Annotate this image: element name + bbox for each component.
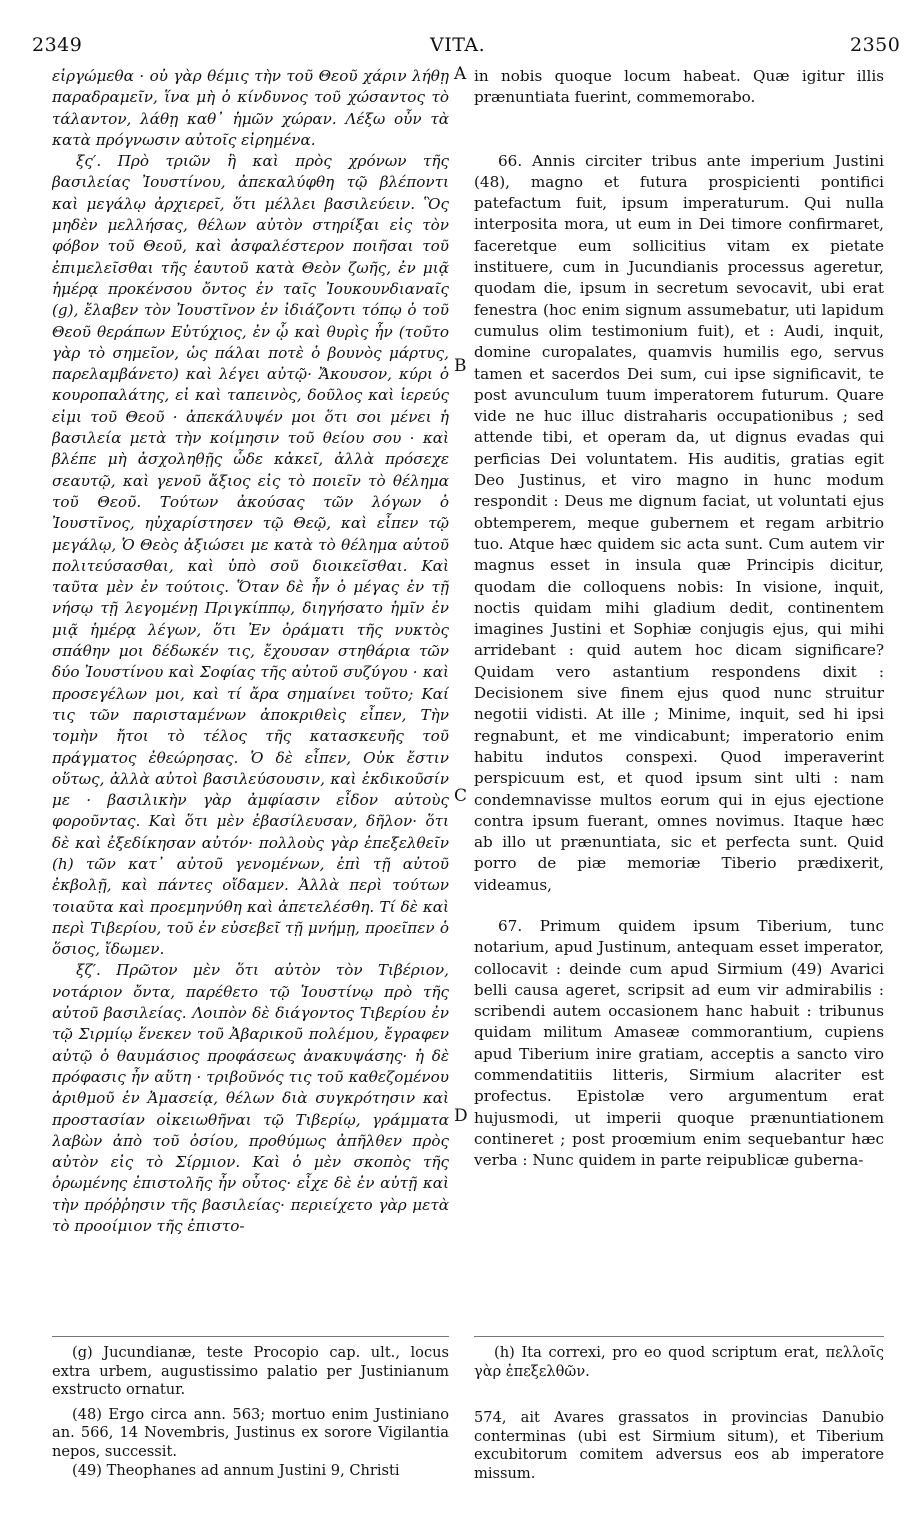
latin-paragraph: 67. Primum quidem ipsum Tiberium, tunc notarium, apud Justinum, antequam esset imperator, collocavit : deinde cum apud Sirmium (49) Avarici belli causa ageret, scripsit ad eum vir admirabilis : scribendi autem occasionem hanc habuit : tribunus quidam militum Amaseæ commorantium, cupiens apud Tiberium inire gratiam, acceptis a sancto viro commendatitiis litteris, Sirmium alacriter est profectus. Epistolæ vero argumentum erat hujusmodi, ut imperii quoque prænuntiationem contineret ; post proœmium enim sequebantur hæc verba : Nunc quidem in parte reipublicæ guberna-: [474, 916, 884, 1170]
footnote-49: (49) Theophanes ad annum Justini 9, Christi: [72, 1461, 400, 1479]
margin-letter-a: A: [454, 64, 467, 84]
greek-column: [52, 66, 449, 1333]
greek-paragraph: ξζ′. Πρῶτον μὲν ὅτι αὐτὸν τὸν Τιβέριον, νοτάριον ὄντα, παρέθετο τῷ Ἰουστίνῳ πρὸ τῆς αὐτοῦ βασιλείας. Λοιπὸν δὲ διάγοντος Τιβερίου ἐν τῷ Σιρμίῳ ἕνεκεν τοῦ Ἀβαρικοῦ πολέμου, ἔγραφεν αὐτῷ ὁ θαυμάσιος προφάσεως ἀνακυψάσης· ἡ δὲ πρόφασις ἦν αὕτη · τριβοῦνός τις τοῦ καθεζομένου ἀριθμοῦ ἐν Ἀμασείᾳ, θέλων διὰ συγκρότησιν καὶ προστασίαν οἰκειωθῆναι τῷ Τιβερίῳ, γράμματα λαβὼν ἀπὸ τοῦ ὁσίου, προθύμως ἀπῆλθεν πρὸς αὐτὸν εἰς τὸ Σίρμιον. Καὶ ὁ μὲν σκοπὸς τῆς ὁρωμένης ἐπιστολῆς ἦν οὗτος· εἶχε δὲ ἐν αὐτῇ καὶ τὴν πρόῤῥησιν τῆς βασιλείας· περιείχετο γὰρ μετὰ τὸ προοίμιον τῆς ἐπιστο-: [52, 961, 449, 1236]
margin-letter-b: B: [454, 356, 467, 376]
margin-letter-d: D: [454, 1106, 468, 1126]
margin-letter-c: C: [454, 786, 468, 806]
footnote-49-continued: 574, ait Avares grassatos in provincias Danubio conterminas (ubi est Sirmium situm), et Tiberium excubitorum comitem adversus eos ab imperatore missum.: [474, 1409, 884, 1482]
page-number-right: 2350: [850, 34, 901, 56]
footnote-h: (h) Ita correxi, pro eo quod scriptum erat, πελλοῖς γὰρ ἐπεξελθῶν.: [474, 1344, 884, 1380]
page-number-left: 2349: [32, 34, 83, 56]
footnote-rule-right: [474, 1336, 884, 1337]
running-header: [0, 34, 921, 62]
footnotes-left: [52, 1344, 449, 1534]
footnotes-right: [474, 1344, 884, 1534]
latin-paragraph: 66. Annis circiter tribus ante imperium Justini (48), magno et futura prospicienti pontifici patefactum fuit, ipsum imperaturum. Qui nulla interposita mora, ut eum in Dei timore confirmaret, faceretque eum sollicitius vitam ex pietate instituere, cum in Jucundianis processus ageretur, quodam die, ipsum in secretum sevocavit, ubi erat fenestra (hoc enim signum assumebatur, uti lapidum cumulus olim testimonium fuit), et : Audi, inquit, domine curopalates, quamvis humilis ego, servus tamen et sacerdos Dei sum, cui ipse significavit, te post avunculum tuum imperatorem futurum. Quare vide ne huc illuc distraharis occupationibus ; sed attende tibi, et operam da, ut dignus evadas qui perficias Dei voluntatem. His auditis, gratias egit Deo Justinus, et viro magno in hunc modum respondit : Deus me dignum faciat, ut voluntati ejus obtemperem, meque gubernem et regam arbitrio tuo. Atque hæc quidem sic acta sunt. Cum autem vir magnus esset in insula quæ Principis dicitur, quodam die colloquens nobis: In visione, inquit, noctis quidam mihi gladium dedit, continentem imagines Justini et Sophiæ conjugis ejus, qui mihi arridebant : quid autem hoc dicam significare? Quidam vero astantium respondens dixit : Decisionem sive finem ejus quod nunc struitur negotii vidisti. At ille ; Minime, inquit, sed hi ipsi regnabunt, et me vindicabunt; imperatorio enim habitu indutos conspexi. Quod imperaverint perspicuum est, et quod ipsum sint ulti : nam condemnavisse multos eorum qui in ejus ejectione contra ipsum fuerant, omnes novimus. Itaque hæc ab illo ut prænuntiata, sic et perfecta sunt. Quid porro de piæ memoriæ Tiberio prædixerit, videamus,: [474, 151, 884, 894]
latin-column: [474, 66, 884, 1333]
footnote-g: (g) Jucundianæ, teste Procopio cap. ult., locus extra urbem, augustissimo palatio per Justinianum exstructo ornatur.: [52, 1344, 449, 1399]
running-title: VITA.: [430, 34, 486, 56]
latin-paragraph: in nobis quoque locum habeat. Quæ igitur illis prænuntiata fuerint, commemorabo.: [474, 67, 884, 107]
footnote-48: (48) Ergo circa ann. 563; mortuo enim Justiniano an. 566, 14 Novembris, Justinus ex sorore Vigilantia nepos, successit.: [52, 1405, 449, 1460]
footnote-rule-left: [52, 1336, 449, 1337]
greek-paragraph: εἰργώμεθα · οὐ γὰρ θέμις τὴν τοῦ Θεοῦ χάριν λήθῃ παραδραμεῖν, ἵνα μὴ ὁ κίνδυνος τοῦ χώσαντος τὸ τάλαντον, λάθῃ καθ᾽ ἡμῶν χώραν. Λέξω οὖν τὰ κατὰ πρόγνωσιν αὐτοῖς εἰρημένα.: [52, 67, 449, 149]
greek-paragraph: ξς′. Πρὸ τριῶν ἢ καὶ πρὸς χρόνων τῆς βασιλείας Ἰουστίνου, ἀπεκαλύφθη τῷ βλέποντι καὶ μεγάλῳ ἀρχιερεῖ, ὅτι μέλλει βασιλεύειν. Ὃς μηδὲν μελλήσας, θέλων αὐτὸν στηρίξαι εἰς τὸν φόβον τοῦ Θεοῦ, καὶ ἀσφαλέστερον ποιῆσαι τοῦ ἐπιμελεῖσθαι τῆς ἑαυτοῦ κατὰ Θεὸν ζωῆς, ἐν μιᾷ ἡμέρᾳ προκένσου ὄντος ἐν ταῖς Ἰουκουνδιαναῖς (g), ἔλαβεν τὸν Ἰουστῖνον ἐν ἰδιάζοντι τόπῳ ὁ τοῦ Θεοῦ θεράπων Εὐτύχιος, ἐν ᾧ καὶ θυρὶς ἦν (τοῦτο γὰρ τὸ σημεῖον, ὡς πάλαι ποτὲ ὁ βουνὸς μάρτυς, παρελαμβάνετο) καὶ λέγει αὐτῷ· Ἄκουσον, κύρι ὁ κουροπαλάτης, εἰ καὶ ταπεινὸς, δοῦλος καὶ ἱερεύς εἰμι τοῦ Θεοῦ · ἀπεκάλυψέν μοι ὅτι σοι μένει ἡ βασιλεία μετὰ τὴν κοίμησιν τοῦ θείου σου · καὶ βλέπε μὴ ἀσχοληθῇς ὧδε κἀκεῖ, ἀλλὰ πρόσεχε σεαυτῷ, καὶ γενοῦ ἄξιος εἰς τὸ ποιεῖν τὸ θέλημα τοῦ Θεοῦ. Τούτων ἀκούσας τῶν λόγων ὁ Ἰουστῖνος, ηὐχαρίστησεν τῷ Θεῷ, καὶ εἶπεν τῷ μεγάλῳ, Ὁ Θεὸς ἀξιώσει με κατὰ τὸ θέλημα αὐτοῦ πολιτεύσασθαι, καὶ ὑπὸ σοῦ διοικεῖσθαι. Καὶ ταῦτα μὲν ἐν τούτοις. Ὅταν δὲ ἦν ὁ μέγας ἐν τῇ νήσῳ τῇ λεγομένῃ Πριγκίππῳ, διηγήσατο ἡμῖν ἐν μιᾷ ἡμέρᾳ λέγων, ὅτι Ἐν ὁράματι τῆς νυκτὸς σπάθην μοι δέδωκέν τις, ἔχουσαν στηθάρια τῶν δύο Ἰουστίνου καὶ Σοφίας τῆς αὐτοῦ συζύγου · καὶ προσεγέλων μοι, καὶ τί ἄρα σημαίνει τοῦτο; Καί τις τῶν παρισταμένων ἀποκριθεὶς εἶπεν, Τὴν τομὴν ἤτοι τὸ τέλος τῆς κατασκευῆς τοῦ πράγματος ἐθεώρησας. Ὁ δὲ εἶπεν, Οὐκ ἔστιν οὕτως, ἀλλὰ αὐτοὶ βασιλεύσουσιν, καὶ ἐκδικοῦσίν με · βασιλικὴν γὰρ ἀμφίασιν εἶδον αὐτοὺς φοροῦντας. Καὶ ὅτι μὲν ἐβασίλευσαν, δῆλον· ὅτι δὲ καὶ ἐξεδίκησαν αὐτόν· πολλοὺς γὰρ ἐπεξελθεῖν (h) τῶν κατ᾽ αὐτοῦ γενομένων, ἐπὶ τῇ αὐτοῦ ἐκβολῇ, καὶ πάντες οἴδαμεν. Ἀλλὰ περὶ τούτων τοιαῦτα καὶ προεμηνύθη καὶ ἀπετελέσθη. Τί δὲ καὶ περὶ Τιβερίου, τοῦ ἐν εὐσεβεῖ τῇ μνήμῃ, προεῖπεν ὁ ὅσιος, ἴδωμεν.: [52, 152, 449, 959]
